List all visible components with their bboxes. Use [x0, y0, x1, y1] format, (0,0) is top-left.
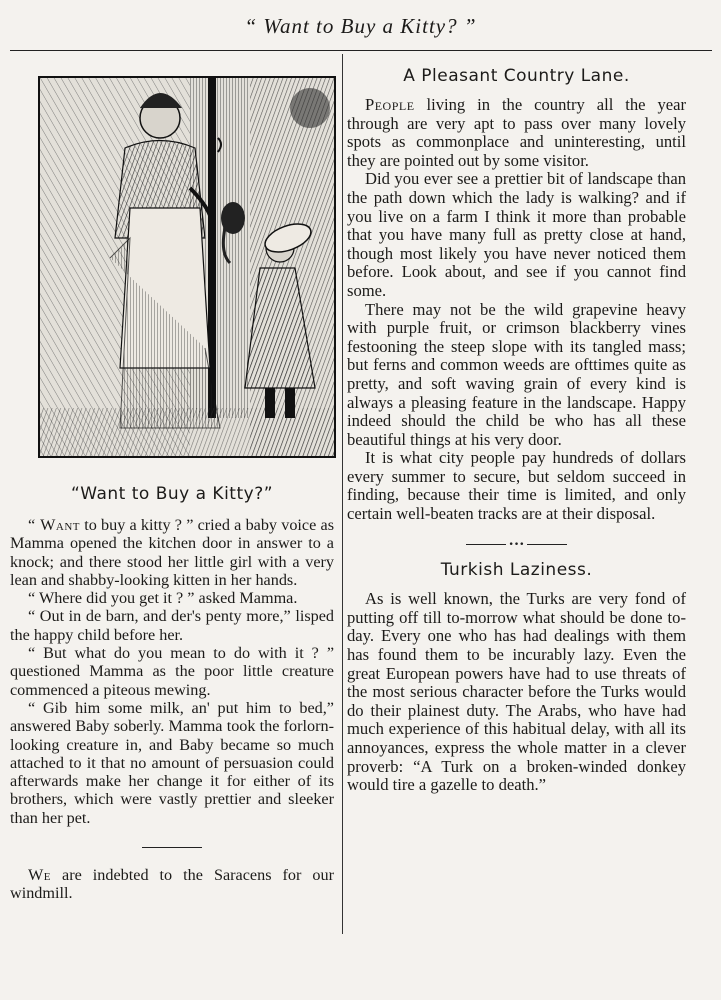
kitty-paragraph [10, 607, 334, 644]
drop-lead: We [28, 866, 51, 885]
article-title-kitty: “Want to Buy a Kitty?” [70, 484, 274, 504]
paragraph-text: living in the country all the year through are very apt to pass over many lovely spots as commonplace and uninteresting, until they are pointed out by some visitor. [347, 95, 686, 170]
engraving-illustration [38, 76, 336, 458]
ornament-dots: ••• [508, 539, 525, 550]
ornament-line-right [527, 544, 567, 545]
article-title-country-lane: A Pleasant Country Lane. [403, 66, 630, 86]
paragraph-text: It is what city people pay hundreds of dollars every summer to secure, but seldom succeed in finding, because their time is limited, and only certain well-beaten tracks are at their disposal. [347, 448, 686, 524]
paragraph-text: There may not be the wild grapevine heavy with purple fruit, or crimson blackberry vines festooning the steep slope with its tangled mass; but ferns and common weeds are ofttimes quite as pretty, and soft waving grain of every kind is always a pleasing feature in the landscape. Happy indeed should the child be who has all these beautiful things at his very door. [347, 299, 686, 449]
lane-paragraph [347, 301, 686, 450]
lane-paragraph [347, 96, 686, 170]
turkish-paragraph [347, 590, 686, 795]
paragraph-text: are indebted to the Saracens for our windmill. [10, 866, 334, 903]
right-column [347, 58, 686, 795]
header-rule [10, 50, 712, 51]
drop-lead: “ Want [28, 516, 80, 534]
paragraph-text: “ Out in de barn, and der's penty more,” lisped the happy child before her. [10, 607, 334, 644]
paragraph-text: “ But what do you mean to do with it ? ” questioned Mamma as the poor little creature commenced a piteous mewing. [10, 644, 334, 699]
article-title-turkish: Turkish Laziness. [440, 560, 593, 581]
section-rule [142, 847, 202, 848]
running-head: “ Want to Buy a Kitty? ” [244, 14, 477, 38]
lane-paragraph [347, 170, 686, 300]
paragraph-text: As is well known, the Turks are very fond of putting off till to-morrow what should be done to-day. Every one who has had dealings with them has found them to be incurably lazy. Even the great European powers have had to use threats of the most serious character before the Turks would do their plainest duty. The Arabs, who have had much experience of this habitual delay, with all its annoyances, express the whole matter in a clever proverb: “A Turk on a broken-winded donkey would tire a gazelle to death.” [347, 589, 686, 795]
kitty-paragraph [10, 644, 334, 699]
ornament-line-left [466, 544, 506, 545]
drop-lead: People [365, 95, 415, 114]
paragraph-text: to buy a kitty ? ” cried a baby voice as Mamma opened the kitchen door in answer to a knock; and there stood her little girl with a very lean and shabby-looking kitten in her hands. [10, 516, 334, 589]
paragraph-text: “ Where did you get it ? ” asked Mamma. [28, 589, 298, 608]
section-ornament [347, 540, 686, 551]
windmill-note [10, 866, 334, 903]
engraving-drawing [40, 78, 334, 456]
kitty-story [10, 516, 334, 827]
left-column [10, 480, 334, 903]
kitty-paragraph [10, 516, 334, 589]
lane-paragraph [347, 449, 686, 523]
paragraph-text: Did you ever see a prettier bit of landscape than the path down which the lady is walking? and if you live on a farm I think it more than probable that you have many full as pretty close at hand, though most likely you have never noticed them before. Look about, and see if you cannot find some. [347, 169, 686, 300]
kitty-paragraph [10, 589, 334, 607]
column-divider [342, 54, 343, 934]
kitty-paragraph [10, 699, 334, 827]
paragraph-text: “ Gib him some milk, an' put him to bed,” answered Baby soberly. Mamma took the forlorn-looking creature in, and Baby became so much attached to it that no amount of persuasion could afterwards make her change it for either of its brothers, which were vastly prettier and sleeker than her pet. [10, 698, 334, 827]
